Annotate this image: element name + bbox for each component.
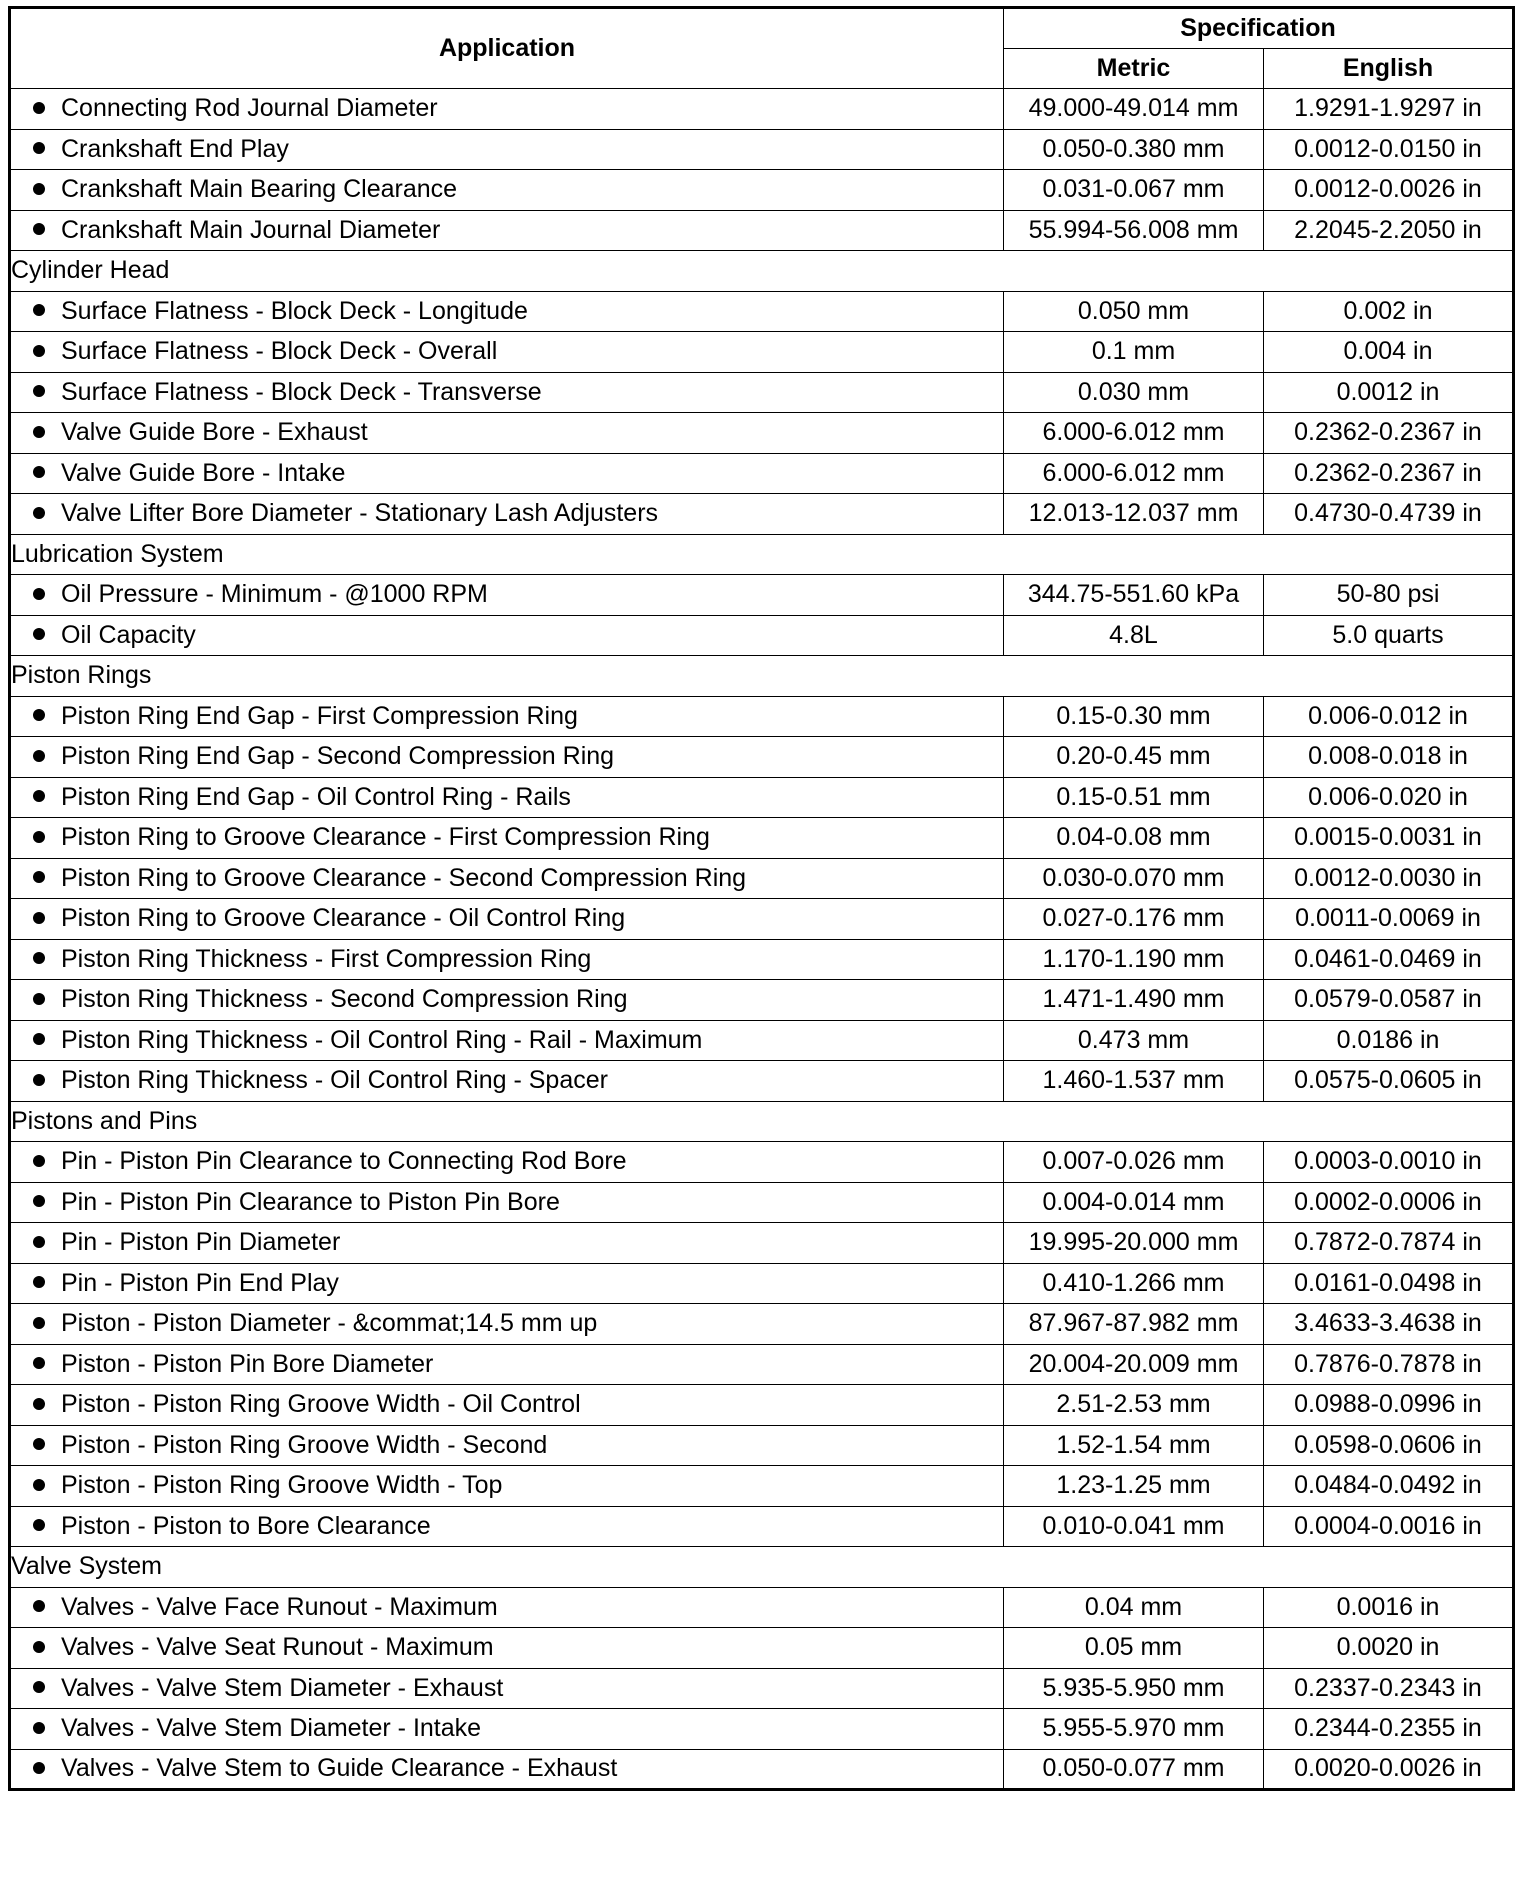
- metric-value: 0.1 mm: [1004, 332, 1264, 373]
- bullet-icon: [33, 1317, 45, 1329]
- table-row: [10, 1182, 1514, 1223]
- bullet-icon: [33, 1641, 45, 1653]
- application-cell: [10, 494, 1004, 535]
- english-value: 0.006-0.020 in: [1264, 777, 1514, 818]
- table-row: [10, 1425, 1514, 1466]
- bullet-icon: [33, 1722, 45, 1734]
- application-label: Piston - Piston Pin Bore Diameter: [61, 1349, 434, 1378]
- english-value: 0.2362-0.2367 in: [1264, 453, 1514, 494]
- bullet-icon: [33, 1276, 45, 1288]
- table-row: [10, 696, 1514, 737]
- english-value: 0.0598-0.0606 in: [1264, 1425, 1514, 1466]
- application-label: Valve Guide Bore - Intake: [61, 458, 346, 487]
- metric-value: 87.967-87.982 mm: [1004, 1304, 1264, 1345]
- application-label: Piston Ring Thickness - Second Compression Ring: [61, 985, 628, 1014]
- bullet-icon: [33, 1398, 45, 1410]
- english-value: 0.0020 in: [1264, 1628, 1514, 1669]
- english-value: 0.0575-0.0605 in: [1264, 1061, 1514, 1102]
- section-row: [10, 251, 1514, 292]
- english-value: 0.0012-0.0150 in: [1264, 129, 1514, 170]
- table-row: [10, 170, 1514, 211]
- application-label: Connecting Rod Journal Diameter: [61, 94, 438, 123]
- metric-value: 6.000-6.012 mm: [1004, 453, 1264, 494]
- application-cell: [10, 1506, 1004, 1547]
- application-cell: [10, 129, 1004, 170]
- table-row: [10, 291, 1514, 332]
- english-value: 0.2337-0.2343 in: [1264, 1668, 1514, 1709]
- bullet-icon: [33, 1479, 45, 1491]
- application-label: Crankshaft Main Bearing Clearance: [61, 175, 458, 204]
- application-label: Pin - Piston Pin End Play: [61, 1268, 339, 1297]
- english-value: 0.0461-0.0469 in: [1264, 939, 1514, 980]
- application-cell: [10, 1304, 1004, 1345]
- application-label: Piston - Piston to Bore Clearance: [61, 1511, 431, 1540]
- english-value: 0.002 in: [1264, 291, 1514, 332]
- table-row: [10, 413, 1514, 454]
- bullet-icon: [33, 304, 45, 316]
- application-cell: [10, 413, 1004, 454]
- application-cell: [10, 575, 1004, 616]
- table-row: [10, 129, 1514, 170]
- application-cell: [10, 1263, 1004, 1304]
- application-label: Piston - Piston Diameter - &commat;14.5 mm up: [61, 1309, 598, 1338]
- application-label: Valve Lifter Bore Diameter - Stationary Lash Adjusters: [61, 499, 659, 528]
- application-cell: [10, 1425, 1004, 1466]
- table-row: [10, 1061, 1514, 1102]
- metric-value: 0.010-0.041 mm: [1004, 1506, 1264, 1547]
- table-row: [10, 1709, 1514, 1750]
- english-value: 0.0484-0.0492 in: [1264, 1466, 1514, 1507]
- english-value: 0.004 in: [1264, 332, 1514, 373]
- bullet-icon: [33, 1357, 45, 1369]
- bullet-icon: [33, 1438, 45, 1450]
- metric-value: 0.04 mm: [1004, 1587, 1264, 1628]
- application-cell: [10, 1385, 1004, 1426]
- application-cell: [10, 1749, 1004, 1790]
- metric-value: 0.027-0.176 mm: [1004, 899, 1264, 940]
- english-value: 0.0161-0.0498 in: [1264, 1263, 1514, 1304]
- bullet-icon: [33, 831, 45, 843]
- specification-table: [8, 6, 1515, 1791]
- application-label: Surface Flatness - Block Deck - Overall: [61, 337, 498, 366]
- english-value: 0.7876-0.7878 in: [1264, 1344, 1514, 1385]
- table-row: [10, 1263, 1514, 1304]
- metric-header: Metric: [1004, 48, 1264, 89]
- application-cell: [10, 1344, 1004, 1385]
- section-row: [10, 1101, 1514, 1142]
- table-row: [10, 737, 1514, 778]
- application-label: Piston Ring Thickness - Oil Control Ring - Rail - Maximum: [61, 1025, 703, 1054]
- bullet-icon: [33, 993, 45, 1005]
- application-label: Valve Guide Bore - Exhaust: [61, 418, 368, 447]
- english-value: 0.0012-0.0030 in: [1264, 858, 1514, 899]
- application-cell: [10, 1466, 1004, 1507]
- application-label: Piston Ring Thickness - First Compression Ring: [61, 944, 592, 973]
- metric-value: 5.935-5.950 mm: [1004, 1668, 1264, 1709]
- english-value: 0.0579-0.0587 in: [1264, 980, 1514, 1021]
- english-value: 0.0012-0.0026 in: [1264, 170, 1514, 211]
- metric-value: 5.955-5.970 mm: [1004, 1709, 1264, 1750]
- bullet-icon: [33, 1762, 45, 1774]
- application-label: Crankshaft Main Journal Diameter: [61, 215, 441, 244]
- application-label: Piston Ring End Gap - First Compression Ring: [61, 701, 578, 730]
- metric-value: 0.15-0.30 mm: [1004, 696, 1264, 737]
- section-title: Lubrication System: [10, 534, 1514, 575]
- table-row: [10, 615, 1514, 656]
- bullet-icon: [33, 1600, 45, 1612]
- table-row: [10, 575, 1514, 616]
- table-row: [10, 494, 1514, 535]
- table-header: [10, 8, 1514, 89]
- english-value: 0.0015-0.0031 in: [1264, 818, 1514, 859]
- bullet-icon: [33, 1236, 45, 1248]
- bullet-icon: [33, 1195, 45, 1207]
- metric-value: 49.000-49.014 mm: [1004, 89, 1264, 130]
- table-row: [10, 1142, 1514, 1183]
- application-label: Valves - Valve Face Runout - Maximum: [61, 1592, 498, 1621]
- section-row: [10, 656, 1514, 697]
- application-cell: [10, 858, 1004, 899]
- bullet-icon: [33, 345, 45, 357]
- application-cell: [10, 210, 1004, 251]
- table-body: [10, 89, 1514, 1790]
- metric-value: 0.050-0.380 mm: [1004, 129, 1264, 170]
- metric-value: 0.030 mm: [1004, 372, 1264, 413]
- application-cell: [10, 1020, 1004, 1061]
- metric-value: 344.75-551.60 kPa: [1004, 575, 1264, 616]
- application-cell: [10, 1668, 1004, 1709]
- english-value: 0.0012 in: [1264, 372, 1514, 413]
- bullet-icon: [33, 790, 45, 802]
- metric-value: 0.04-0.08 mm: [1004, 818, 1264, 859]
- application-label: Piston Ring Thickness - Oil Control Ring - Spacer: [61, 1066, 608, 1095]
- english-value: 50-80 psi: [1264, 575, 1514, 616]
- metric-value: 6.000-6.012 mm: [1004, 413, 1264, 454]
- metric-value: 1.460-1.537 mm: [1004, 1061, 1264, 1102]
- application-cell: [10, 696, 1004, 737]
- application-label: Surface Flatness - Block Deck - Longitude: [61, 296, 528, 325]
- section-title: Cylinder Head: [10, 251, 1514, 292]
- application-cell: [10, 1587, 1004, 1628]
- metric-value: 20.004-20.009 mm: [1004, 1344, 1264, 1385]
- english-value: 0.0020-0.0026 in: [1264, 1749, 1514, 1790]
- bullet-icon: [33, 1155, 45, 1167]
- english-value: 0.0186 in: [1264, 1020, 1514, 1061]
- table-row: [10, 899, 1514, 940]
- bullet-icon: [33, 142, 45, 154]
- specification-header: Specification: [1004, 8, 1514, 49]
- english-value: 0.2344-0.2355 in: [1264, 1709, 1514, 1750]
- table-row: [10, 1628, 1514, 1669]
- application-cell: [10, 170, 1004, 211]
- bullet-icon: [33, 183, 45, 195]
- metric-value: 0.15-0.51 mm: [1004, 777, 1264, 818]
- english-value: 0.0004-0.0016 in: [1264, 1506, 1514, 1547]
- section-title: Piston Rings: [10, 656, 1514, 697]
- application-cell: [10, 818, 1004, 859]
- application-cell: [10, 1628, 1004, 1669]
- table-row: [10, 372, 1514, 413]
- table-row: [10, 777, 1514, 818]
- bullet-icon: [33, 507, 45, 519]
- metric-value: 0.004-0.014 mm: [1004, 1182, 1264, 1223]
- bullet-icon: [33, 223, 45, 235]
- section-row: [10, 534, 1514, 575]
- metric-value: 55.994-56.008 mm: [1004, 210, 1264, 251]
- metric-value: 19.995-20.000 mm: [1004, 1223, 1264, 1264]
- application-header: Application: [10, 8, 1004, 89]
- bullet-icon: [33, 426, 45, 438]
- application-label: Pin - Piston Pin Clearance to Piston Pin Bore: [61, 1187, 560, 1216]
- application-cell: [10, 332, 1004, 373]
- table-row: [10, 1344, 1514, 1385]
- metric-value: 12.013-12.037 mm: [1004, 494, 1264, 535]
- english-value: 0.008-0.018 in: [1264, 737, 1514, 778]
- application-label: Piston Ring End Gap - Oil Control Ring - Rails: [61, 782, 571, 811]
- application-cell: [10, 453, 1004, 494]
- bullet-icon: [33, 912, 45, 924]
- table-row: [10, 858, 1514, 899]
- application-label: Oil Capacity: [61, 620, 196, 649]
- application-cell: [10, 1182, 1004, 1223]
- english-value: 0.7872-0.7874 in: [1264, 1223, 1514, 1264]
- application-label: Pin - Piston Pin Clearance to Connecting Rod Bore: [61, 1147, 627, 1176]
- application-cell: [10, 1223, 1004, 1264]
- section-title: Valve System: [10, 1547, 1514, 1588]
- application-label: Piston - Piston Ring Groove Width - Oil Control: [61, 1390, 581, 1419]
- application-cell: [10, 899, 1004, 940]
- bullet-icon: [33, 1519, 45, 1531]
- bullet-icon: [33, 628, 45, 640]
- application-cell: [10, 1061, 1004, 1102]
- application-label: Surface Flatness - Block Deck - Transverse: [61, 377, 542, 406]
- application-label: Crankshaft End Play: [61, 134, 289, 163]
- bullet-icon: [33, 1681, 45, 1693]
- application-cell: [10, 980, 1004, 1021]
- metric-value: 0.031-0.067 mm: [1004, 170, 1264, 211]
- table-row: [10, 89, 1514, 130]
- table-row: [10, 1223, 1514, 1264]
- bullet-icon: [33, 588, 45, 600]
- table-row: [10, 818, 1514, 859]
- application-cell: [10, 1709, 1004, 1750]
- application-cell: [10, 737, 1004, 778]
- metric-value: 0.050-0.077 mm: [1004, 1749, 1264, 1790]
- application-cell: [10, 291, 1004, 332]
- application-cell: [10, 939, 1004, 980]
- table-row: [10, 453, 1514, 494]
- english-value: 0.006-0.012 in: [1264, 696, 1514, 737]
- application-label: Oil Pressure - Minimum - @1000 RPM: [61, 580, 488, 609]
- english-value: 0.0002-0.0006 in: [1264, 1182, 1514, 1223]
- application-label: Valves - Valve Stem Diameter - Exhaust: [61, 1673, 504, 1702]
- bullet-icon: [33, 466, 45, 478]
- bullet-icon: [33, 750, 45, 762]
- table-row: [10, 1466, 1514, 1507]
- application-label: Piston Ring to Groove Clearance - First Compression Ring: [61, 823, 710, 852]
- english-value: 0.0016 in: [1264, 1587, 1514, 1628]
- english-value: 0.2362-0.2367 in: [1264, 413, 1514, 454]
- table-row: [10, 1506, 1514, 1547]
- application-label: Piston - Piston Ring Groove Width - Top: [61, 1471, 503, 1500]
- table-row: [10, 939, 1514, 980]
- bullet-icon: [33, 871, 45, 883]
- bullet-icon: [33, 709, 45, 721]
- bullet-icon: [33, 952, 45, 964]
- metric-value: 0.473 mm: [1004, 1020, 1264, 1061]
- table-row: [10, 1749, 1514, 1790]
- table-row: [10, 1587, 1514, 1628]
- application-label: Piston Ring End Gap - Second Compression Ring: [61, 742, 615, 771]
- metric-value: 1.52-1.54 mm: [1004, 1425, 1264, 1466]
- english-value: 5.0 quarts: [1264, 615, 1514, 656]
- application-label: Piston Ring to Groove Clearance - Oil Control Ring: [61, 904, 626, 933]
- metric-value: 0.030-0.070 mm: [1004, 858, 1264, 899]
- metric-value: 0.007-0.026 mm: [1004, 1142, 1264, 1183]
- metric-value: 0.20-0.45 mm: [1004, 737, 1264, 778]
- english-header: English: [1264, 48, 1514, 89]
- metric-value: 0.050 mm: [1004, 291, 1264, 332]
- metric-value: 0.410-1.266 mm: [1004, 1263, 1264, 1304]
- english-value: 0.0003-0.0010 in: [1264, 1142, 1514, 1183]
- metric-value: 0.05 mm: [1004, 1628, 1264, 1669]
- metric-value: 4.8L: [1004, 615, 1264, 656]
- table-row: [10, 210, 1514, 251]
- bullet-icon: [33, 1074, 45, 1086]
- table-row: [10, 332, 1514, 373]
- english-value: 2.2045-2.2050 in: [1264, 210, 1514, 251]
- application-label: Pin - Piston Pin Diameter: [61, 1228, 341, 1257]
- bullet-icon: [33, 1033, 45, 1045]
- metric-value: 1.170-1.190 mm: [1004, 939, 1264, 980]
- table-row: [10, 1020, 1514, 1061]
- metric-value: 2.51-2.53 mm: [1004, 1385, 1264, 1426]
- table-row: [10, 1385, 1514, 1426]
- application-label: Piston Ring to Groove Clearance - Second Compression Ring: [61, 863, 747, 892]
- section-title: Pistons and Pins: [10, 1101, 1514, 1142]
- metric-value: 1.471-1.490 mm: [1004, 980, 1264, 1021]
- bullet-icon: [33, 385, 45, 397]
- bullet-icon: [33, 102, 45, 114]
- application-label: Piston - Piston Ring Groove Width - Second: [61, 1430, 548, 1459]
- english-value: 0.0988-0.0996 in: [1264, 1385, 1514, 1426]
- application-cell: [10, 372, 1004, 413]
- table-row: [10, 1668, 1514, 1709]
- application-cell: [10, 777, 1004, 818]
- application-label: Valves - Valve Stem to Guide Clearance - Exhaust: [61, 1754, 618, 1783]
- application-label: Valves - Valve Stem Diameter - Intake: [61, 1714, 482, 1743]
- english-value: 3.4633-3.4638 in: [1264, 1304, 1514, 1345]
- section-row: [10, 1547, 1514, 1588]
- application-cell: [10, 1142, 1004, 1183]
- application-cell: [10, 89, 1004, 130]
- table-row: [10, 980, 1514, 1021]
- english-value: 0.0011-0.0069 in: [1264, 899, 1514, 940]
- application-label: Valves - Valve Seat Runout - Maximum: [61, 1633, 494, 1662]
- application-cell: [10, 615, 1004, 656]
- table-row: [10, 1304, 1514, 1345]
- english-value: 0.4730-0.4739 in: [1264, 494, 1514, 535]
- metric-value: 1.23-1.25 mm: [1004, 1466, 1264, 1507]
- english-value: 1.9291-1.9297 in: [1264, 89, 1514, 130]
